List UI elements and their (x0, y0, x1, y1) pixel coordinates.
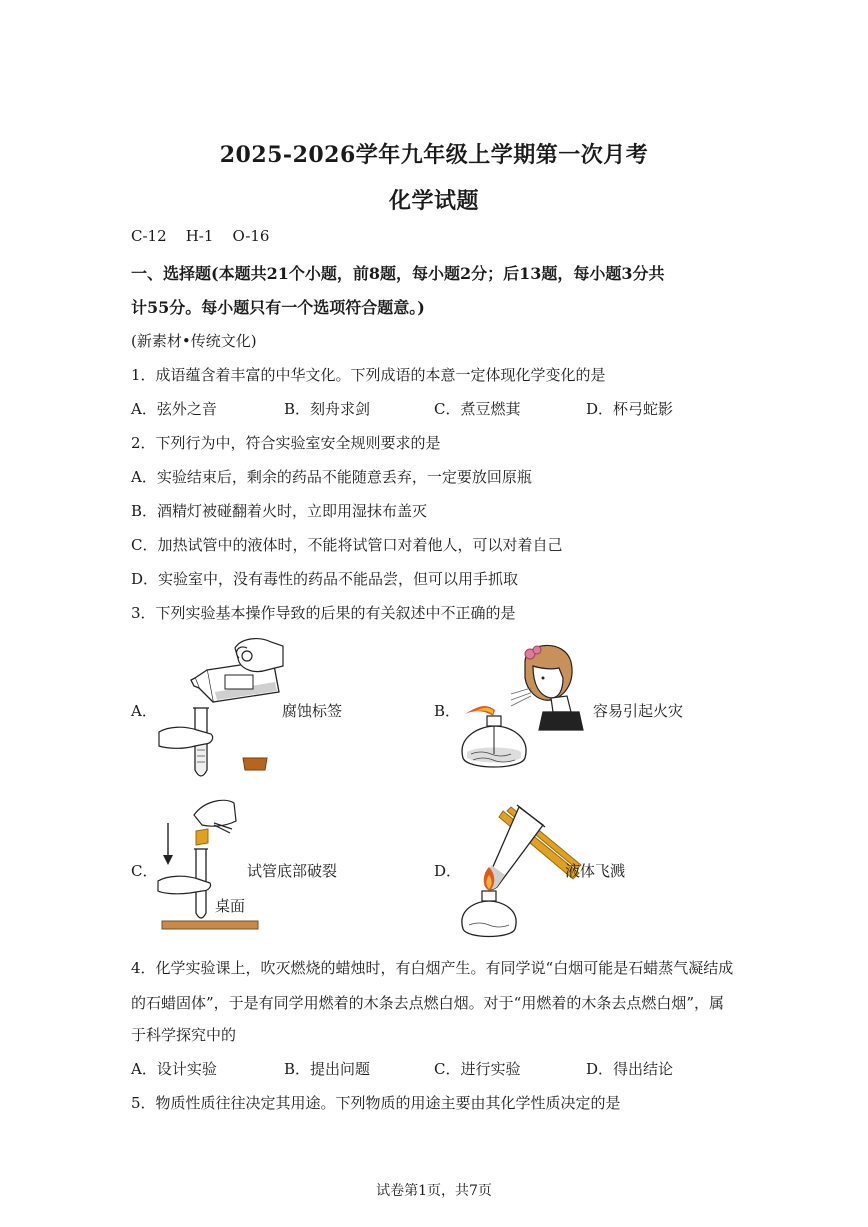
q3-option-c-caption: 试管底部破裂 (247, 862, 338, 880)
q3-option-a-caption: 腐蚀标签 (282, 702, 343, 720)
q4-option-a: A．设计实验 (131, 1060, 217, 1078)
q4-option-d: D．得出结论 (586, 1060, 674, 1078)
atomic-masses: C-12 H-1 O-16 (131, 227, 270, 245)
material-note: (新素材•传统文化) (131, 332, 257, 350)
question-5-stem: 5．物质性质往往决定其用途。下列物质的用途主要由其化学性质决定的是 (131, 1094, 621, 1112)
q2-option-d: D．实验室中，没有毒性的药品不能品尝，但可以用手抓取 (131, 570, 519, 588)
q3-option-c-label: C． (131, 862, 158, 880)
q3-option-d-caption: 液体飞溅 (565, 862, 626, 880)
q1-option-c: C．煮豆燃萁 (434, 400, 521, 418)
section-heading-line1: 一、选择题(本题共21个小题，前8题，每小题2分；后13题，每小题3分共 (131, 264, 665, 283)
section-heading-line2: 计55分。每小题只有一个选项符合题意。) (131, 298, 425, 317)
q3-option-a-label: A． (131, 702, 157, 720)
q4-option-c: C．进行实验 (434, 1060, 521, 1078)
question-4-line1: 4．化学实验课上，吹灭燃烧的蜡烛时，有白烟产生。有同学说“白烟可能是石蜡蒸气凝结成 (131, 959, 734, 977)
q4-option-b: B．提出问题 (284, 1060, 371, 1078)
q1-option-b: B．刻舟求剑 (284, 400, 371, 418)
blowing-out-lamp-illustration (455, 630, 585, 780)
exam-title: 2025-2026学年九年级上学期第一次月考 (219, 142, 649, 168)
exam-subtitle: 化学试题 (388, 188, 479, 214)
question-4-line3: 于科学探究中的 (131, 1026, 237, 1044)
q1-option-d: D．杯弓蛇影 (586, 400, 674, 418)
question-4-line2: 的石蜡固体”，于是有同学用燃着的木条去点燃白烟。对于“用燃着的木条去点燃白烟”，属 (131, 994, 725, 1012)
question-3-stem: 3．下列实验基本操作导致的后果的有关叙述中不正确的是 (131, 604, 516, 622)
question-1-stem: 1．成语蕴含着丰富的中华文化。下列成语的本意一定体现化学变化的是 (131, 366, 606, 384)
q3-option-d-label: D． (434, 862, 462, 880)
pouring-reagent-illustration (155, 630, 285, 780)
q3-option-c-table-label: 桌面 (215, 897, 246, 915)
question-2-stem: 2．下列行为中，符合实验室安全规则要求的是 (131, 434, 441, 452)
page-footer: 试卷第1页，共7页 (376, 1183, 492, 1199)
q2-option-c: C．加热试管中的液体时，不能将试管口对着他人，可以对着自己 (131, 536, 563, 554)
q3-option-b-label: B． (434, 702, 461, 720)
q2-option-b: B．酒精灯被碰翻着火时，立即用湿抹布盖灭 (131, 502, 428, 520)
q1-option-a: A．弦外之音 (131, 400, 217, 418)
q3-option-b-caption: 容易引起火灾 (593, 702, 684, 720)
q2-option-a: A．实验结束后，剩余的药品不能随意丢弃，一定要放回原瓶 (131, 468, 532, 486)
